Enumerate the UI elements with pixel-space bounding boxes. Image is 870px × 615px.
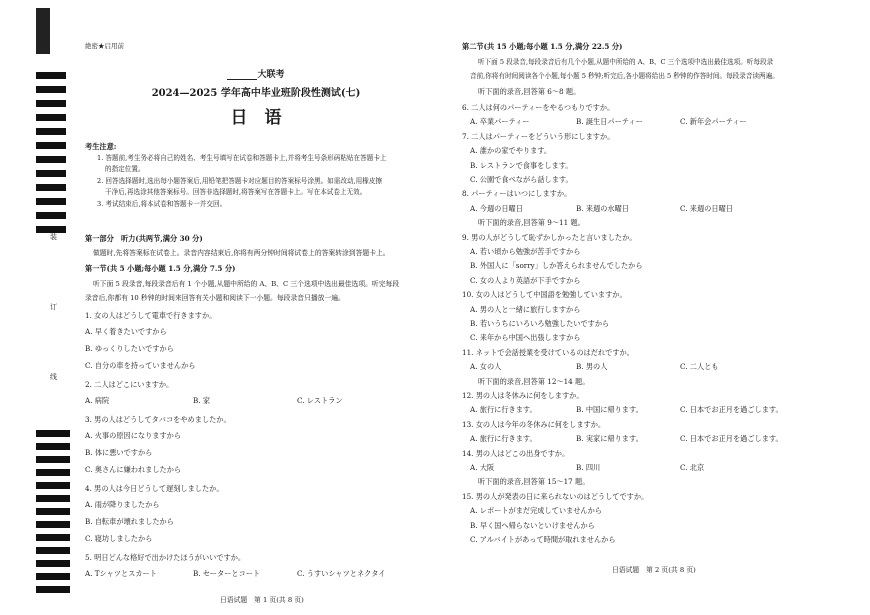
binding-bar xyxy=(36,586,70,593)
question-1-option: A. 早く着きたいですから xyxy=(85,327,167,336)
answer-option: B. 外国人に「sorry」しか答えられませんでしたから xyxy=(470,261,643,271)
listening-note: 听下面的录音,回答第 12～14 题。 xyxy=(478,376,590,386)
section2-heading: 第二节(共 15 小题;每小题 1.5 分,满分 22.5 分) xyxy=(462,42,623,51)
answer-option: B. 四川 xyxy=(576,463,601,472)
answer-option: C. 日本でお正月を過ごします。 xyxy=(680,434,783,444)
answer-option: A. 男の人と一緒に旅行しますから xyxy=(470,304,581,314)
question-2-option: A. 病院 xyxy=(85,396,110,405)
question: 6. 二人は何のパーティーをやるつもりですか。 xyxy=(462,103,615,112)
question: 8. パーティーはいつにしますか。 xyxy=(462,189,572,199)
page-1 xyxy=(75,0,437,615)
answer-option: B. 男の人 xyxy=(576,362,608,372)
binding-bar xyxy=(36,508,70,515)
question-4-option: C. 寝坊しましたから xyxy=(85,534,153,543)
secret-label: 絶密★启用前 xyxy=(85,42,124,50)
notes-heading: 考生注意: xyxy=(85,142,117,151)
binding-bar xyxy=(36,560,70,567)
page2-footer: 日语试题 第 2 页(共 8 页) xyxy=(612,566,696,574)
answer-option: B. レストランで食事をします。 xyxy=(470,160,573,170)
section1-intro-1: 听下面 5 段录音,每段录音后有 1 个小题,从题中所给的 A、B、C 三个选项中选出最佳选项。听完每段 xyxy=(93,280,400,288)
note-line-2: 的指定位置。 xyxy=(105,165,145,173)
binding-mark-3: 线 xyxy=(50,373,57,381)
binding-bar xyxy=(36,521,70,528)
binding-bar xyxy=(36,212,66,219)
page1-footer: 日语试题 第 1 页(共 8 页) xyxy=(220,596,304,604)
section2-intro-1: 听下面 5 段录音,每段录音后有几个小题,从题中所给的 A、B、C 三个选项中选出最佳选项。听每段录 xyxy=(478,58,774,66)
answer-option: A. 旅行に行きます。 xyxy=(470,405,537,415)
answer-option: C. アルバイトがあって時間が取れませんから xyxy=(470,535,616,544)
question-2-option: C. レストラン xyxy=(297,396,343,405)
question-1-option: C. 自分の車を持っていませんから xyxy=(85,361,196,370)
binding-bar xyxy=(36,469,70,476)
question-4: 4. 男の人は今日どうして遅刻しましたか。 xyxy=(85,484,224,493)
listening-note: 听下面的录音,回答第 9～11 题。 xyxy=(478,218,585,228)
answer-option: A. 若い頃から勉強が苦手ですから xyxy=(470,247,581,256)
question-5-option: A. Tシャツとスカート xyxy=(85,569,157,578)
question-4-option: B. 自転車が壊れましたから xyxy=(85,517,174,526)
binding-bar xyxy=(36,443,70,450)
answer-option: C. 北京 xyxy=(680,463,705,472)
binding-bar xyxy=(36,142,66,149)
answer-option: A. レポートがまだ完成していませんから xyxy=(470,506,602,516)
answer-option: A. 女の人 xyxy=(470,362,502,372)
answer-option: C. 新年会パーティー xyxy=(680,117,747,127)
note-line-4: 干净后,再选涂其他答案标号。回答非选择题时,将答案写在答题卡上。写在本试卷上无效。 xyxy=(105,188,367,196)
question-5-option: C. うすいシャツとネクタイ xyxy=(297,569,386,578)
answer-option: A. 旅行に行きます。 xyxy=(470,434,537,444)
answer-option: C. 来週の日曜日 xyxy=(680,203,733,213)
section1-intro-2: 录音后,你都有 10 秒钟的时间来回答有关小题和阅读下一小题。每段录音只播放一遍。 xyxy=(85,294,345,302)
answer-option: C. 二人とも xyxy=(680,362,719,372)
question: 11. ネットで会話授業を受けているのはだれですか。 xyxy=(462,347,634,357)
binding-bar xyxy=(36,100,66,107)
answer-option: B. 来週の水曜日 xyxy=(576,203,629,213)
answer-option: C. 女の人より英語が下手ですから xyxy=(470,275,581,285)
question-3-option: C. 奥さんに嫌われましたから xyxy=(85,465,182,474)
binding-mark-2: 订 xyxy=(50,303,57,311)
section1-heading: 第一节(共 5 小题;每小题 1.5 分,满分 7.5 分) xyxy=(85,264,236,273)
question-4-option: A. 雨が降りましたから xyxy=(85,500,160,509)
answer-option: B. 早く国へ帰らないといけませんから xyxy=(470,520,595,530)
barcode-mark xyxy=(36,8,50,54)
binding-bar xyxy=(36,72,66,79)
section2-intro-3: 听下面的录音,回答第 6～8 题。 xyxy=(478,87,581,96)
binding-bar xyxy=(36,573,70,580)
question: 10. 女の人はどうして中国語を勉強していますか。 xyxy=(462,290,627,300)
binding-bar xyxy=(36,482,70,489)
answer-option: A. 誰かの家でやります。 xyxy=(470,146,552,156)
question-1: 1. 女の人はどうして電車で行きますか。 xyxy=(85,311,217,320)
subject-title: 日 语 xyxy=(230,108,282,128)
question-1-option: B. ゆっくりしたいですから xyxy=(85,344,174,353)
question: 7. 二人はパーティーをどういう形にしますか。 xyxy=(462,131,615,141)
note-line-5: 3. 考试结束后,将本试卷和答题卡一并交回。 xyxy=(97,200,227,208)
exam-org-text: 大联考 xyxy=(257,70,285,80)
exam-title: 2024—2025 学年高中毕业班阶段性测试(七) xyxy=(151,88,361,99)
binding-bar xyxy=(36,156,66,163)
binding-bar xyxy=(36,198,66,205)
answer-option: B. 中国に帰ります。 xyxy=(576,405,643,415)
answer-option: C. 日本でお正月を過ごします。 xyxy=(680,405,783,415)
school-blank xyxy=(227,70,257,80)
page-2 xyxy=(452,0,862,615)
answer-option: A. 卒業パーティー xyxy=(470,117,530,127)
exam-org xyxy=(75,67,437,80)
answer-option: B. 実家に帰ります。 xyxy=(576,434,643,444)
question-3-option: B. 体に悪いですから xyxy=(85,448,153,457)
question: 14. 男の人はどこの出身ですか。 xyxy=(462,448,570,458)
binding-bar xyxy=(36,547,70,554)
part1-heading: 第一部分 听力(共两节,满分 30 分) xyxy=(85,234,203,243)
answer-option: A. 今週の日曜日 xyxy=(470,203,523,213)
note-line-3: 2. 回答选择题时,选出每小题答案后,用铅笔把答题卡对应题目的答案标号涂黑。如需改动,用橡皮擦 xyxy=(97,177,383,185)
binding-bar xyxy=(36,430,70,437)
binding-bar xyxy=(36,86,66,93)
question-5: 5. 明日どんな格好で出かけたほうがいいですか。 xyxy=(85,553,246,562)
answer-option: B. 誕生日パーティー xyxy=(576,117,643,127)
question: 13. 女の人は今年の冬休みに何をしますか。 xyxy=(462,419,606,429)
listening-note: 听下面的录音,回答第 15～17 题。 xyxy=(478,477,590,487)
note-line-1: 1. 答题前,考生务必将自己的姓名、考生号填写在试卷和答题卡上,并将考生号条形码粘贴在答题卡上 xyxy=(97,154,387,162)
binding-bar xyxy=(36,184,66,191)
question-5-option: B. セーターとコート xyxy=(193,569,261,578)
section2-intro-2: 音前,你将有时间阅读各个小题,每小题 5 秒钟;听完后,各小题将给出 5 秒钟的作答时间。每段录音读两遍。 xyxy=(470,72,779,80)
binding-bar xyxy=(36,495,70,502)
question: 15. 男の人が発表の日に来られないのはどうしてですか。 xyxy=(462,491,649,501)
question: 12. 男の人は冬休みに何をしますか。 xyxy=(462,391,584,400)
binding-bar xyxy=(36,114,66,121)
question-2: 2. 二人はどこにいますか。 xyxy=(85,380,174,389)
part1-intro: 做题时,先将答案标在试卷上。录音内容结束后,你将有两分钟时间将试卷上的答案转涂到答题卡上。 xyxy=(93,249,390,257)
binding-mark-1: 装 xyxy=(50,233,57,241)
answer-option: C. 来年から中国へ出張しますから xyxy=(470,333,581,343)
answer-option: B. 若いうちにいろいろ勉強したいですから xyxy=(470,319,610,328)
answer-option: C. 公園で食べながら話します。 xyxy=(470,175,573,184)
answer-option: A. 大阪 xyxy=(470,463,495,472)
question-3: 3. 男の人はどうしてタバコをやめましたか。 xyxy=(85,415,231,424)
binding-bar xyxy=(36,456,70,463)
binding-bar xyxy=(36,128,66,135)
question: 9. 男の人がどうして恥ずかしかったと言いましたか。 xyxy=(462,232,637,242)
binding-bar xyxy=(36,170,66,177)
question-3-option: A. 火事の原因になりますから xyxy=(85,431,182,440)
binding-bar xyxy=(36,534,70,541)
question-2-option: B. 家 xyxy=(193,396,211,405)
